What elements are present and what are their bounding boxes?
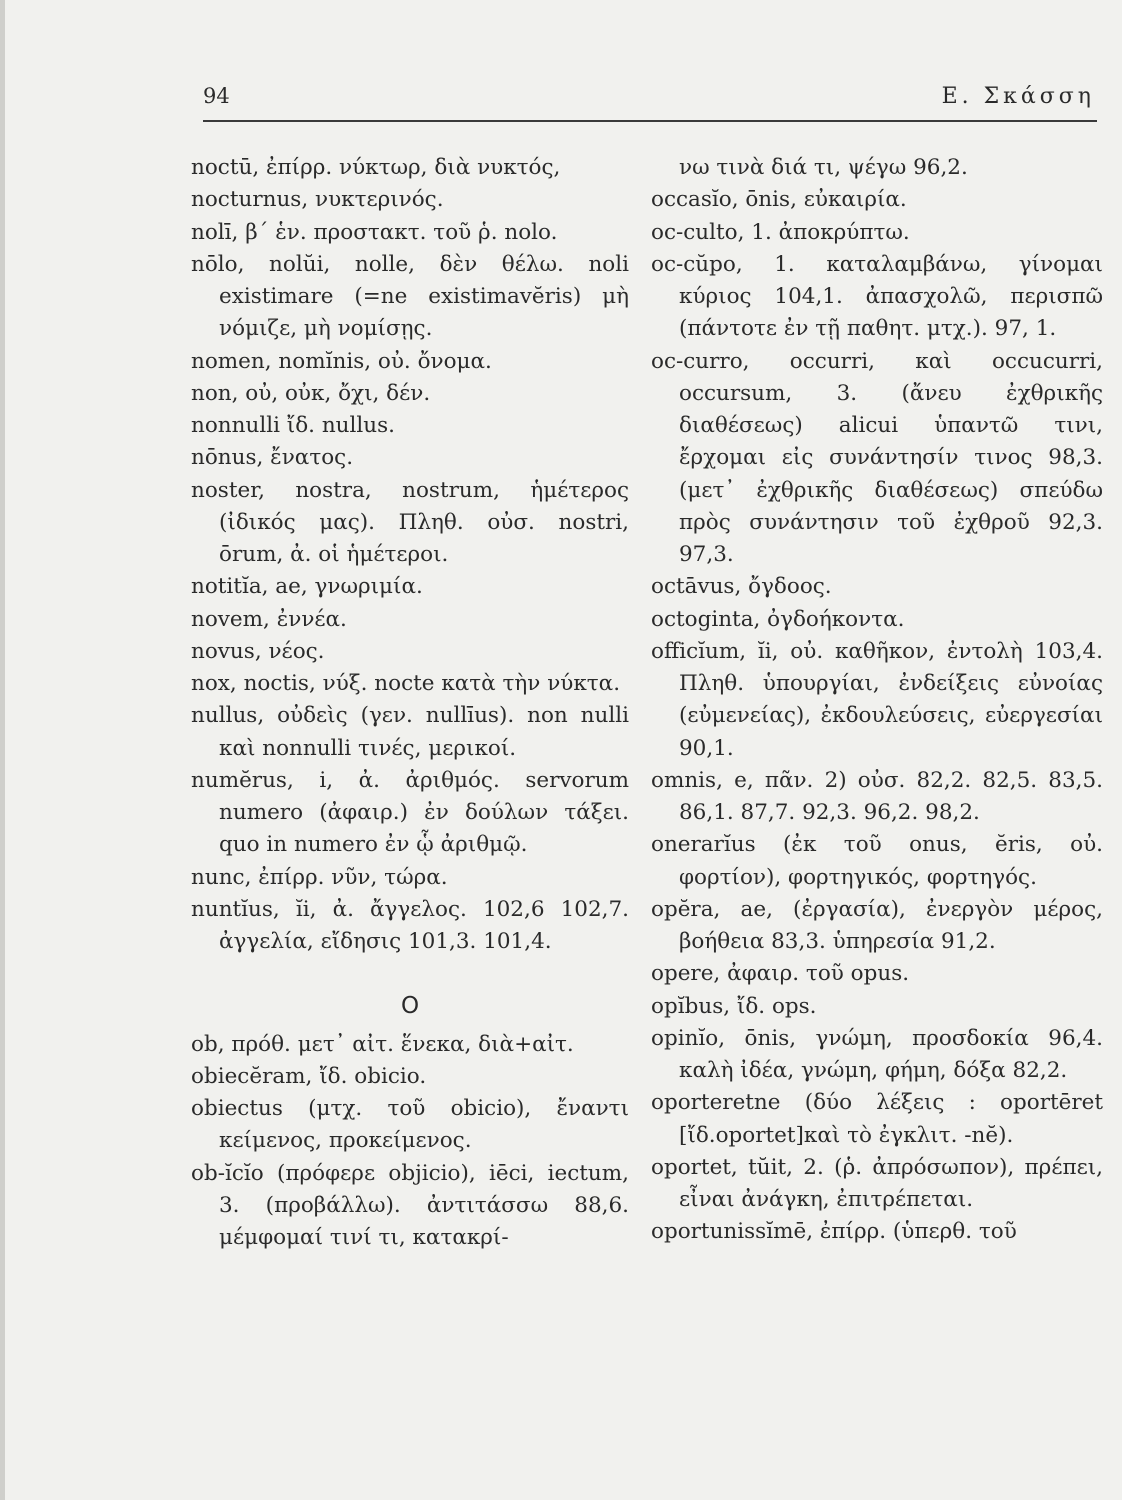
dictionary-entry: nullus, οὐδεὶς (γεν. nullīus). non nulli καὶ nonnulli τινές, μερικοί. <box>191 703 629 761</box>
dictionary-entry: nunc, ἐπίρρ. νῦν, τώρα. <box>191 864 448 890</box>
dictionary-entry: nomen, nomĭnis, οὐ. ὄνομα. <box>191 348 492 374</box>
dictionary-entry: numĕrus, i, ἀ. ἀριθμός. servorum numero (ἀφαιρ.) ἐν δούλων τάξει. quo in numero ἐν ᾧ ἀριθμῷ. <box>191 767 629 858</box>
running-head-author: Ε. Σκάσση <box>941 84 1095 109</box>
page-edge-shadow <box>0 0 5 1500</box>
dictionary-entry: officĭum, ĭi, οὐ. καθῆκον, ἐντολὴ 103,4. Πληθ. ὑπουργίαι, ἐνδείξεις εὐνοίας (εὐμενείας), ἐκδουλεύσεις, εὐεργεσίαι 90,1. <box>651 638 1103 761</box>
dictionary-entry: oc-cŭpo, 1. καταλαμβάνω, γίνομαι κύριος 104,1. ἀπασχολῶ, περισπῶ (πάντοτε ἐν τῇ παθητ. μτχ.). 97, 1. <box>651 251 1103 342</box>
dictionary-entry: onerarĭus (ἐκ τοῦ onus, ĕris, οὐ. φορτίον), φορτηγικός, φορτηγός. <box>651 832 1103 890</box>
dictionary-entry: occasĭo, ōnis, εὐκαιρία. <box>651 187 907 213</box>
dictionary-entry: oc-curro, occurri, καὶ occucurri, occursum, 3. (ἄνευ ἐχθρικῆς διαθέσεως) alicui ὑπαντῶ τινι, ἔρχομαι εἰς συνάντησίν τινος 98,3. (μετ᾽ ἐχθρικῆς διαθέσεως) σπεύδω πρὸς συνάντησιν τοῦ ἐχθροῦ 92,3. 97,3. <box>651 348 1103 567</box>
dictionary-entry: oc-culto, 1. ἀποκρύπτω. <box>651 219 910 245</box>
right-column <box>651 152 1103 1249</box>
dictionary-entry: ob-ĭcĭo (πρόφερε objicio), iēci, iectum, 3. (προβάλλω). ἀντιτάσσω 88,6. μέμφομαί τινί τι, κατακρί- <box>191 1160 629 1250</box>
dictionary-entry: obiectus (μτχ. τοῦ obicio), ἔναντι κείμενος, προκείμενος. <box>191 1096 629 1154</box>
dictionary-entry: opĕra, ae, (ἐργασία), ἐνεργὸν μέρος, βοήθεια 83,3. ὑπηρεσία 91,2. <box>651 896 1103 954</box>
dictionary-entry: nōnus, ἔνατος. <box>191 445 354 471</box>
dictionary-entry: oportunissĭmē, ἐπίρρ. (ὑπερθ. τοῦ <box>651 1219 1017 1245</box>
dictionary-entry: opinĭo, ōnis, γνώμη, προσδοκία 96,4. καλὴ ἰδέα, γνώμη, φήμη, δόξα 82,2. <box>651 1025 1103 1083</box>
dictionary-entry: nonnulli ἴδ. nullus. <box>191 413 395 438</box>
dictionary-entry: octāvus, ὄγδοος. <box>651 574 832 600</box>
dictionary-entry: oportet, tŭit, 2. (ῥ. ἀπρόσωπον), πρέπει, εἶναι ἀνάγκη, ἐπιτρέπεται. <box>651 1154 1103 1212</box>
dictionary-entry: nuntĭus, ĭi, ἀ. ἄγγελος. 102,6 102,7. ἀγγελία, εἴδησις 101,3. 101,4. <box>191 896 629 954</box>
dictionary-entry: oporteretne (δύο λέξεις : oportēret [ἴδ.oportet]καὶ τὸ ἐγκλιτ. -nĕ). <box>651 1090 1103 1148</box>
section-letter-heading: O <box>400 993 420 1020</box>
header-rule <box>203 120 1097 122</box>
dictionary-entry: nox, noctis, νύξ. nocte κατὰ τὴν νύκτα. <box>191 671 621 696</box>
entry-continuation: νω τινὰ διά τι, ψέγω 96,2. <box>679 155 968 180</box>
page-number: 94 <box>203 84 230 108</box>
page-header <box>203 84 1115 118</box>
left-column <box>191 152 629 1254</box>
dictionary-entry: opĭbus, ἴδ. ops. <box>651 993 817 1019</box>
dictionary-entry: ob, πρόθ. μετ᾽ αἰτ. ἕνεκα, διὰ+αἰτ. <box>191 1031 574 1057</box>
dictionary-entry: nōlo, nolŭi, nolle, δὲν θέλω. noli existimare (=ne existimavĕris) μὴ νόμιζε, μὴ νομίσῃς. <box>191 251 629 342</box>
dictionary-entry: octoginta, ὀγδοήκοντα. <box>651 606 905 632</box>
dictionary-entry: obiecĕram, ἴδ. obicio. <box>191 1063 427 1089</box>
dictionary-entry: novus, νέος. <box>191 638 325 664</box>
dictionary-entry: nolī, β΄ ἑν. προστακτ. τοῦ ῥ. nolo. <box>191 219 558 245</box>
dictionary-entry: novem, ἐννέα. <box>191 606 347 632</box>
dictionary-entry: noster, nostra, nostrum, ἡμέτερος (ἰδικός μας). Πληθ. οὐσ. nostri, ōrum, ἀ. οἱ ἡμέτεροι. <box>191 477 629 567</box>
dictionary-entry: nocturnus, νυκτερινός. <box>191 187 444 213</box>
dictionary-entry: opere, ἀφαιρ. τοῦ opus. <box>651 961 910 987</box>
dictionary-entry: noctū, ἐπίρρ. νύκτωρ, διὰ νυκτός, <box>191 155 561 180</box>
dictionary-entry: non, οὐ, οὐκ, ὄχι, δέν. <box>191 380 431 406</box>
dictionary-entry: notitĭa, ae, γνωριμία. <box>191 574 423 600</box>
dictionary-entry: omnis, e, πᾶν. 2) οὐσ. 82,2. 82,5. 83,5. 86,1. 87,7. 92,3. 96,2. 98,2. <box>651 767 1103 825</box>
